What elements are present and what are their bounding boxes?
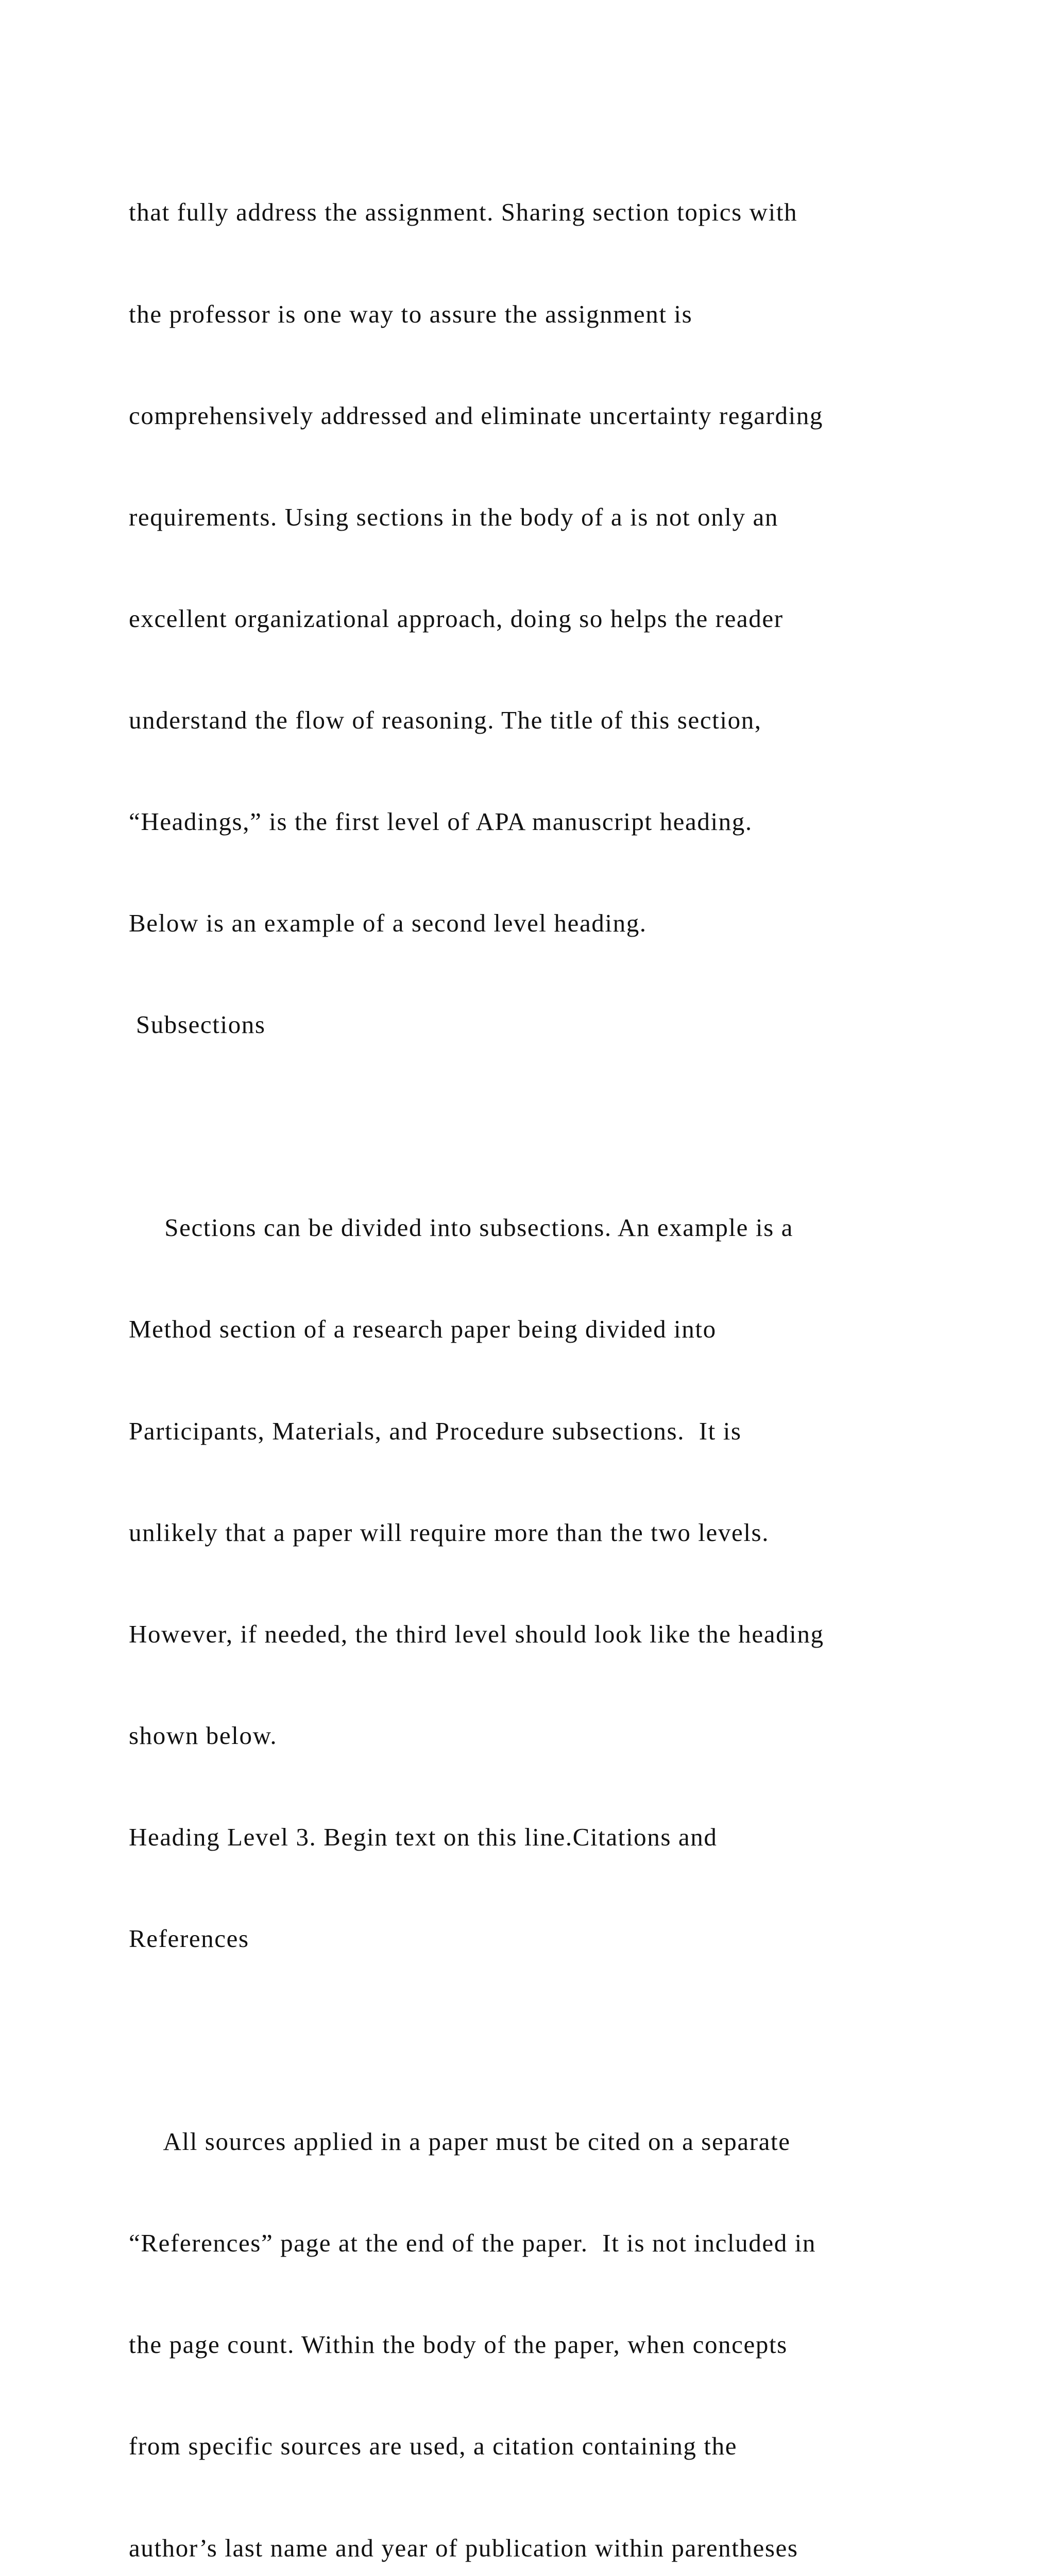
text-line: understand the flow of reasoning. The title of this section,: [129, 705, 762, 734]
text-line: However, if needed, the third level should look like the heading: [129, 1619, 824, 1648]
text-line: All sources applied in a paper must be cited on a separate: [129, 2127, 791, 2156]
blank-line: [129, 1109, 974, 1143]
text-line: excellent organizational approach, doing so helps the reader: [129, 604, 784, 633]
text-line: References: [129, 1924, 249, 1953]
text-line: comprehensively addressed and eliminate uncertainty regarding: [129, 401, 823, 430]
text-line: the page count. Within the body of the paper, when concepts: [129, 2330, 788, 2359]
text-line: “Headings,” is the first level of APA manuscript heading.: [129, 807, 753, 836]
text-line: that fully address the assignment. Sharing section topics with: [129, 198, 798, 227]
text-line: Method section of a research paper being divided into: [129, 1315, 717, 1344]
text-line: the professor is one way to assure the assignment is: [129, 299, 693, 328]
text-line: Participants, Materials, and Procedure subsections. It is: [129, 1416, 742, 1445]
text-line: shown below.: [129, 1721, 278, 1750]
text-line: “References” page at the end of the paper. It is not included in: [129, 2229, 816, 2258]
text-line: requirements. Using sections in the body of a is not only an: [129, 502, 778, 531]
text-line: from specific sources are used, a citation containing the: [129, 2432, 738, 2461]
heading-level-3-line: Heading Level 3. Begin text on this line.Citations and: [129, 1822, 718, 1851]
body-text: [129, 128, 974, 2576]
section-heading-subsections: Subsections: [129, 1010, 266, 1039]
text-line: author’s last name and year of publication within parentheses: [129, 2533, 798, 2562]
blank-line: [129, 2023, 974, 2057]
text-line: unlikely that a paper will require more than the two levels.: [129, 1518, 770, 1547]
text-line: Sections can be divided into subsections. An example is a: [129, 1213, 793, 1242]
text-line: Below is an example of a second level heading.: [129, 909, 647, 938]
